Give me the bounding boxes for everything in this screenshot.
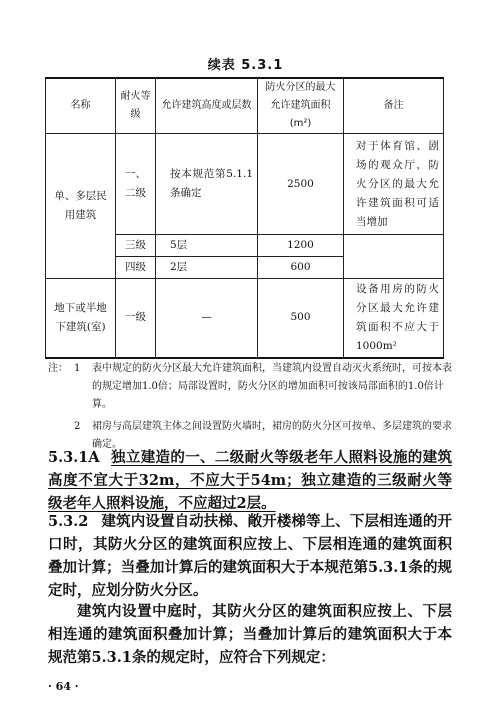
clause-number: 5.3.2 bbox=[48, 513, 89, 530]
cell-area: 600 bbox=[258, 257, 344, 279]
clause-text: 建筑内设置自动扶梯、敞开楼梯等上、下层相连通的开口时，其防火分区的建筑面积应按上、下层相连通的建筑面积叠加计算；当叠加计算后的建筑面积大于本规范第5.3.1条的规定时，应划分防火分区。 bbox=[48, 513, 452, 599]
cell-height: 5层 bbox=[156, 235, 258, 257]
cell-height: 2层 bbox=[156, 257, 258, 279]
note-number: 2 bbox=[74, 421, 81, 432]
header-remarks: 备注 bbox=[344, 78, 444, 134]
cell-area: 500 bbox=[258, 279, 344, 358]
cell-area: 1200 bbox=[258, 235, 344, 257]
atrium-paragraph: 建筑内设置中庭时，其防火分区的建筑面积应按上、下层相连通的建筑面积叠加计算；当叠加计算后的建筑面积大于本规范第5.3.1条的规定时，应符合下列规定： bbox=[48, 603, 452, 666]
cell-remarks: 设备用房的防火分区最大允许建筑面积不应大于1000m² bbox=[344, 279, 444, 358]
table-title: 续表 5.3.1 bbox=[207, 58, 284, 73]
header-height: 允许建筑高度或层数 bbox=[156, 78, 258, 134]
cell-remarks-empty bbox=[344, 235, 444, 279]
cell-remarks: 对于体育馆、剧场的观众厅，防火分区的最大允许建筑面积可适当增加 bbox=[344, 134, 444, 235]
note-text: 裙房与高层建筑主体之间设置防火墙时，裙房的防火分区可按单、多层建筑的要求确定。 bbox=[92, 421, 452, 450]
note-text: 表中规定的防火分区最大允许建筑面积，当建筑内设置自动灭火系统时，可按本表的规定增加1.0倍；局部设置时，防火分区的增加面积可按该局部面积的1.0倍计算。 bbox=[92, 363, 452, 410]
note-number: 1 bbox=[74, 363, 81, 374]
table-notes bbox=[48, 360, 452, 454]
cell-height: — bbox=[156, 279, 258, 358]
note-item bbox=[48, 360, 452, 414]
clause-text: 独立建造的一、二级耐火等级老年人照料设施的建筑高度不宜大于32m，不应大于54m；独立建造的三级耐火等级老年人照料设施，不应超过2层。 bbox=[48, 449, 452, 512]
cell-area: 2500 bbox=[258, 134, 344, 235]
cell-building-type: 单、多层民用建筑 bbox=[46, 134, 116, 279]
cell-height: 按本规范第5.1.1条确定 bbox=[156, 134, 258, 235]
cell-grade: 一、二级 bbox=[116, 134, 156, 235]
cell-building-type: 地下或半地下建筑(室) bbox=[46, 279, 116, 358]
notes-label: 注： bbox=[48, 363, 68, 374]
table-header-row bbox=[46, 78, 444, 134]
table-row bbox=[46, 134, 444, 235]
page-number: · 64 · bbox=[48, 680, 79, 693]
clause-5-3-2 bbox=[48, 510, 452, 602]
cell-grade: 三级 bbox=[116, 235, 156, 257]
cell-grade: 一级 bbox=[116, 279, 156, 358]
fire-compartment-table bbox=[45, 77, 444, 359]
header-name: 名称 bbox=[46, 78, 116, 134]
clause-5-3-1a bbox=[48, 446, 452, 515]
header-max-area: 防火分区的最大允许建筑面积(m²) bbox=[258, 78, 344, 134]
clause-number: 5.3.1A bbox=[48, 449, 100, 466]
cell-grade: 四级 bbox=[116, 257, 156, 279]
table-row bbox=[46, 279, 444, 358]
header-fire-grade: 耐火等级 bbox=[116, 78, 156, 134]
